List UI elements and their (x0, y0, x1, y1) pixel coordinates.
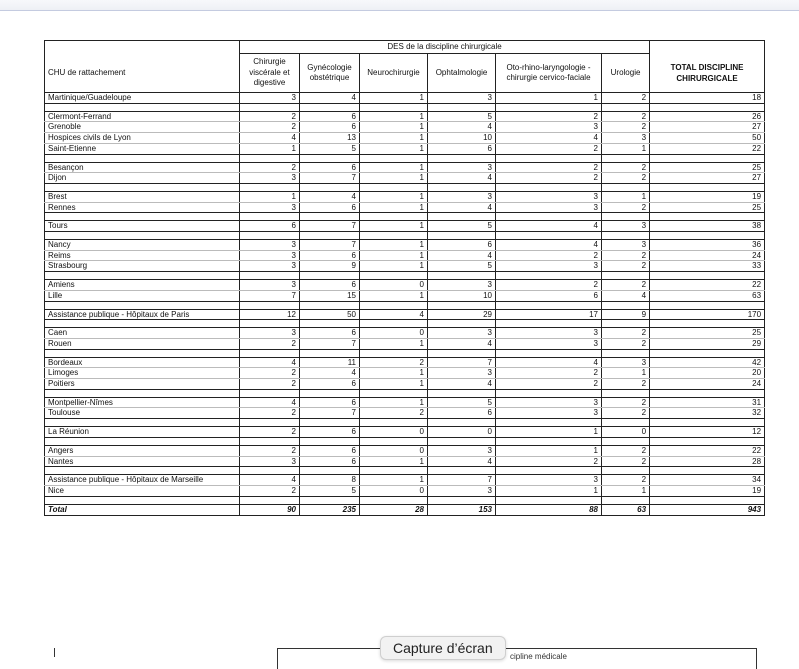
value-cell: 17 (496, 309, 602, 320)
chu-name-cell: Poitiers (45, 379, 240, 390)
value-cell: 1 (360, 93, 428, 104)
value-cell: 2 (240, 485, 300, 496)
row-total-cell: 19 (650, 485, 765, 496)
col-header: Gynécologie obstétrique (300, 54, 360, 93)
value-cell: 2 (240, 162, 300, 173)
table-row (45, 191, 765, 202)
table-row (45, 162, 765, 173)
value-cell: 4 (240, 357, 300, 368)
value-cell: 1 (360, 250, 428, 261)
chu-name-cell: La Réunion (45, 427, 240, 438)
col-header: Neurochirurgie (360, 54, 428, 93)
chu-name-cell: Nancy (45, 240, 240, 251)
value-cell: 1 (360, 143, 428, 154)
chu-name-cell: Martinique/Guadeloupe (45, 93, 240, 104)
total-value-cell: 235 (300, 504, 360, 515)
chu-name-cell: Rennes (45, 202, 240, 213)
value-cell: 3 (240, 240, 300, 251)
chu-name-cell: Brest (45, 191, 240, 202)
value-cell: 1 (360, 221, 428, 232)
chu-name-cell: Caen (45, 328, 240, 339)
value-cell: 6 (300, 379, 360, 390)
value-cell: 0 (428, 427, 496, 438)
value-cell: 3 (496, 338, 602, 349)
group-spacer (45, 437, 765, 445)
value-cell: 2 (602, 338, 650, 349)
value-cell: 50 (300, 309, 360, 320)
row-total-cell: 25 (650, 162, 765, 173)
table-row (45, 445, 765, 456)
value-cell: 2 (240, 368, 300, 379)
value-cell: 2 (496, 250, 602, 261)
group-spacer (45, 320, 765, 328)
table-row (45, 93, 765, 104)
value-cell: 5 (428, 397, 496, 408)
table-row (45, 111, 765, 122)
value-cell: 0 (602, 427, 650, 438)
value-cell: 7 (300, 338, 360, 349)
group-spacer (45, 301, 765, 309)
value-cell: 3 (240, 202, 300, 213)
next-table-frame (277, 648, 757, 669)
value-cell: 2 (496, 162, 602, 173)
value-cell: 2 (602, 122, 650, 133)
value-cell: 7 (240, 290, 300, 301)
value-cell: 1 (360, 368, 428, 379)
value-cell: 1 (602, 191, 650, 202)
value-cell: 2 (602, 379, 650, 390)
group-spacer (45, 154, 765, 162)
chu-name-cell: Nice (45, 485, 240, 496)
total-value-cell: 28 (360, 504, 428, 515)
value-cell: 3 (496, 328, 602, 339)
value-cell: 1 (360, 338, 428, 349)
table-row (45, 368, 765, 379)
table-row (45, 379, 765, 390)
row-total-cell: 50 (650, 133, 765, 144)
value-cell: 6 (300, 445, 360, 456)
table-row (45, 250, 765, 261)
row-total-cell: 38 (650, 221, 765, 232)
value-cell: 3 (428, 445, 496, 456)
table-row (45, 280, 765, 291)
value-cell: 2 (602, 397, 650, 408)
group-spacer (45, 103, 765, 111)
value-cell: 3 (496, 408, 602, 419)
value-cell: 1 (360, 111, 428, 122)
value-cell: 1 (496, 485, 602, 496)
value-cell: 6 (300, 397, 360, 408)
value-cell: 2 (602, 408, 650, 419)
value-cell: 2 (602, 202, 650, 213)
value-cell: 5 (300, 485, 360, 496)
value-cell: 7 (300, 221, 360, 232)
chu-name-cell: Amiens (45, 280, 240, 291)
group-spacer (45, 272, 765, 280)
value-cell: 4 (300, 191, 360, 202)
total-row (45, 504, 765, 515)
value-cell: 9 (602, 309, 650, 320)
value-cell: 1 (240, 143, 300, 154)
chu-name-cell: Nantes (45, 456, 240, 467)
chu-header: CHU de rattachement (45, 54, 240, 93)
value-cell: 1 (360, 191, 428, 202)
col-header: Chirurgie viscérale et digestive (240, 54, 300, 93)
row-total-cell: 28 (650, 456, 765, 467)
value-cell: 6 (300, 122, 360, 133)
value-cell: 4 (428, 122, 496, 133)
value-cell: 4 (602, 290, 650, 301)
row-total-cell: 19 (650, 191, 765, 202)
value-cell: 1 (496, 93, 602, 104)
value-cell: 4 (428, 456, 496, 467)
table-row (45, 408, 765, 419)
group-spacer (45, 496, 765, 504)
row-total-cell: 22 (650, 143, 765, 154)
value-cell: 2 (360, 357, 428, 368)
value-cell: 1 (602, 485, 650, 496)
row-total-cell: 12 (650, 427, 765, 438)
row-total-cell: 27 (650, 122, 765, 133)
total-label: Total (45, 504, 240, 515)
value-cell: 3 (428, 162, 496, 173)
value-cell: 1 (496, 427, 602, 438)
row-total-cell: 24 (650, 379, 765, 390)
value-cell: 4 (300, 368, 360, 379)
value-cell: 1 (360, 261, 428, 272)
group-spacer (45, 349, 765, 357)
screenshot-tooltip: Capture d’écran (380, 636, 506, 660)
value-cell: 12 (240, 309, 300, 320)
value-cell: 6 (428, 143, 496, 154)
chu-name-cell: Bordeaux (45, 357, 240, 368)
col-header: Ophtalmologie (428, 54, 496, 93)
value-cell: 2 (602, 173, 650, 184)
value-cell: 2 (240, 122, 300, 133)
table-row (45, 338, 765, 349)
total-value-cell: 88 (496, 504, 602, 515)
value-cell: 6 (300, 202, 360, 213)
value-cell: 1 (496, 445, 602, 456)
value-cell: 2 (496, 368, 602, 379)
value-cell: 7 (428, 475, 496, 486)
value-cell: 3 (496, 397, 602, 408)
value-cell: 3 (496, 475, 602, 486)
value-cell: 2 (240, 338, 300, 349)
table-row (45, 485, 765, 496)
value-cell: 0 (360, 427, 428, 438)
table-row (45, 357, 765, 368)
group-spacer (45, 213, 765, 221)
value-cell: 6 (300, 250, 360, 261)
value-cell: 29 (428, 309, 496, 320)
value-cell: 2 (360, 408, 428, 419)
group-spacer (45, 232, 765, 240)
value-cell: 4 (240, 133, 300, 144)
table-row (45, 221, 765, 232)
total-header-top (650, 41, 765, 54)
group-spacer (45, 389, 765, 397)
value-cell: 3 (496, 191, 602, 202)
table-row (45, 328, 765, 339)
value-cell: 3 (240, 456, 300, 467)
chu-name-cell: Lille (45, 290, 240, 301)
value-cell: 2 (602, 445, 650, 456)
value-cell: 10 (428, 290, 496, 301)
table-row (45, 202, 765, 213)
value-cell: 4 (428, 379, 496, 390)
value-cell: 0 (360, 485, 428, 496)
row-total-cell: 25 (650, 202, 765, 213)
table-row (45, 133, 765, 144)
value-cell: 2 (602, 250, 650, 261)
value-cell: 5 (428, 111, 496, 122)
table-row (45, 309, 765, 320)
value-cell: 3 (602, 133, 650, 144)
value-cell: 3 (240, 173, 300, 184)
value-cell: 4 (300, 93, 360, 104)
chu-name-cell: Besançon (45, 162, 240, 173)
value-cell: 4 (360, 309, 428, 320)
value-cell: 5 (300, 143, 360, 154)
value-cell: 7 (428, 357, 496, 368)
value-cell: 4 (428, 250, 496, 261)
chu-name-cell: Strasbourg (45, 261, 240, 272)
value-cell: 1 (360, 379, 428, 390)
value-cell: 6 (300, 456, 360, 467)
value-cell: 1 (360, 162, 428, 173)
value-cell: 2 (602, 261, 650, 272)
value-cell: 2 (602, 456, 650, 467)
value-cell: 1 (360, 173, 428, 184)
value-cell: 1 (602, 368, 650, 379)
chu-name-cell: Toulouse (45, 408, 240, 419)
value-cell: 6 (300, 427, 360, 438)
chu-name-cell: Grenoble (45, 122, 240, 133)
value-cell: 3 (428, 485, 496, 496)
next-table-text: cipline médicale (510, 652, 567, 661)
value-cell: 2 (602, 328, 650, 339)
row-total-cell: 22 (650, 280, 765, 291)
value-cell: 0 (360, 280, 428, 291)
col-header: Urologie (602, 54, 650, 93)
table-row (45, 261, 765, 272)
table-row (45, 122, 765, 133)
value-cell: 2 (496, 280, 602, 291)
value-cell: 4 (496, 133, 602, 144)
row-total-cell: 29 (650, 338, 765, 349)
value-cell: 6 (300, 162, 360, 173)
value-cell: 8 (300, 475, 360, 486)
value-cell: 4 (428, 338, 496, 349)
chu-name-cell: Angers (45, 445, 240, 456)
value-cell: 3 (240, 280, 300, 291)
chu-name-cell: Assistance publique - Hôpitaux de Paris (45, 309, 240, 320)
value-cell: 4 (496, 221, 602, 232)
value-cell: 2 (240, 379, 300, 390)
value-cell: 1 (360, 240, 428, 251)
row-total-cell: 20 (650, 368, 765, 379)
value-cell: 2 (240, 427, 300, 438)
total-value-cell: 943 (650, 504, 765, 515)
value-cell: 3 (428, 93, 496, 104)
value-cell: 3 (240, 93, 300, 104)
row-total-cell: 36 (650, 240, 765, 251)
value-cell: 1 (602, 143, 650, 154)
row-total-cell: 32 (650, 408, 765, 419)
chu-name-cell: Reims (45, 250, 240, 261)
value-cell: 1 (360, 475, 428, 486)
table-row (45, 427, 765, 438)
table-row (45, 173, 765, 184)
value-cell: 7 (300, 173, 360, 184)
group-header: DES de la discipline chirurgicale (240, 41, 650, 54)
row-total-cell: 22 (650, 445, 765, 456)
value-cell: 2 (602, 162, 650, 173)
value-cell: 1 (360, 122, 428, 133)
value-cell: 3 (240, 250, 300, 261)
value-cell: 2 (496, 143, 602, 154)
window-top-bar (0, 0, 799, 11)
value-cell: 6 (300, 328, 360, 339)
value-cell: 6 (300, 280, 360, 291)
total-header: TOTAL DISCIPLINE CHIRURGICALE (650, 54, 765, 93)
value-cell: 3 (602, 221, 650, 232)
row-total-cell: 18 (650, 93, 765, 104)
row-total-cell: 34 (650, 475, 765, 486)
chu-name-cell: Rouen (45, 338, 240, 349)
total-value-cell: 153 (428, 504, 496, 515)
row-total-cell: 170 (650, 309, 765, 320)
row-total-cell: 26 (650, 111, 765, 122)
value-cell: 3 (428, 280, 496, 291)
value-cell: 7 (300, 240, 360, 251)
table-row (45, 143, 765, 154)
total-value-cell: 90 (240, 504, 300, 515)
table-row (45, 475, 765, 486)
row-total-cell: 63 (650, 290, 765, 301)
value-cell: 1 (360, 397, 428, 408)
value-cell: 11 (300, 357, 360, 368)
value-cell: 3 (496, 122, 602, 133)
value-cell: 4 (496, 240, 602, 251)
value-cell: 2 (496, 456, 602, 467)
row-total-cell: 31 (650, 397, 765, 408)
value-cell: 3 (602, 357, 650, 368)
value-cell: 1 (240, 191, 300, 202)
table-row (45, 290, 765, 301)
chu-name-cell: Montpellier-Nîmes (45, 397, 240, 408)
value-cell: 5 (428, 261, 496, 272)
value-cell: 9 (300, 261, 360, 272)
value-cell: 1 (360, 202, 428, 213)
value-cell: 6 (428, 408, 496, 419)
value-cell: 1 (360, 133, 428, 144)
value-cell: 4 (240, 397, 300, 408)
value-cell: 3 (496, 202, 602, 213)
value-cell: 0 (360, 328, 428, 339)
corner-cell (45, 41, 240, 54)
des-surgical-table (44, 40, 765, 516)
row-total-cell: 27 (650, 173, 765, 184)
group-spacer (45, 467, 765, 475)
value-cell: 2 (240, 408, 300, 419)
row-total-cell: 24 (650, 250, 765, 261)
value-cell: 6 (300, 111, 360, 122)
value-cell: 6 (496, 290, 602, 301)
table-row (45, 397, 765, 408)
value-cell: 3 (240, 261, 300, 272)
value-cell: 2 (602, 111, 650, 122)
value-cell: 3 (428, 191, 496, 202)
value-cell: 4 (428, 173, 496, 184)
page-tick (54, 648, 55, 657)
row-total-cell: 33 (650, 261, 765, 272)
value-cell: 1 (360, 456, 428, 467)
value-cell: 3 (428, 328, 496, 339)
chu-name-cell: Limoges (45, 368, 240, 379)
value-cell: 2 (496, 173, 602, 184)
value-cell: 3 (428, 368, 496, 379)
value-cell: 2 (496, 379, 602, 390)
value-cell: 2 (240, 445, 300, 456)
value-cell: 15 (300, 290, 360, 301)
value-cell: 1 (360, 290, 428, 301)
chu-name-cell: Tours (45, 221, 240, 232)
row-total-cell: 42 (650, 357, 765, 368)
chu-name-cell: Saint-Etienne (45, 143, 240, 154)
value-cell: 13 (300, 133, 360, 144)
col-header: Oto-rhino-laryngologie - chirurgie cervico-faciale (496, 54, 602, 93)
value-cell: 6 (428, 240, 496, 251)
value-cell: 2 (240, 111, 300, 122)
value-cell: 4 (240, 475, 300, 486)
group-spacer (45, 419, 765, 427)
value-cell: 2 (602, 475, 650, 486)
table-row (45, 456, 765, 467)
table-row (45, 240, 765, 251)
value-cell: 3 (602, 240, 650, 251)
value-cell: 2 (602, 280, 650, 291)
value-cell: 10 (428, 133, 496, 144)
row-total-cell: 25 (650, 328, 765, 339)
value-cell: 6 (240, 221, 300, 232)
value-cell: 7 (300, 408, 360, 419)
chu-name-cell: Dijon (45, 173, 240, 184)
value-cell: 2 (496, 111, 602, 122)
value-cell: 3 (496, 261, 602, 272)
value-cell: 0 (360, 445, 428, 456)
value-cell: 4 (428, 202, 496, 213)
chu-name-cell: Clermont-Ferrand (45, 111, 240, 122)
value-cell: 3 (240, 328, 300, 339)
chu-name-cell: Hospices civils de Lyon (45, 133, 240, 144)
group-spacer (45, 183, 765, 191)
chu-name-cell: Assistance publique - Hôpitaux de Marseille (45, 475, 240, 486)
value-cell: 4 (496, 357, 602, 368)
value-cell: 2 (602, 93, 650, 104)
total-value-cell: 63 (602, 504, 650, 515)
value-cell: 5 (428, 221, 496, 232)
